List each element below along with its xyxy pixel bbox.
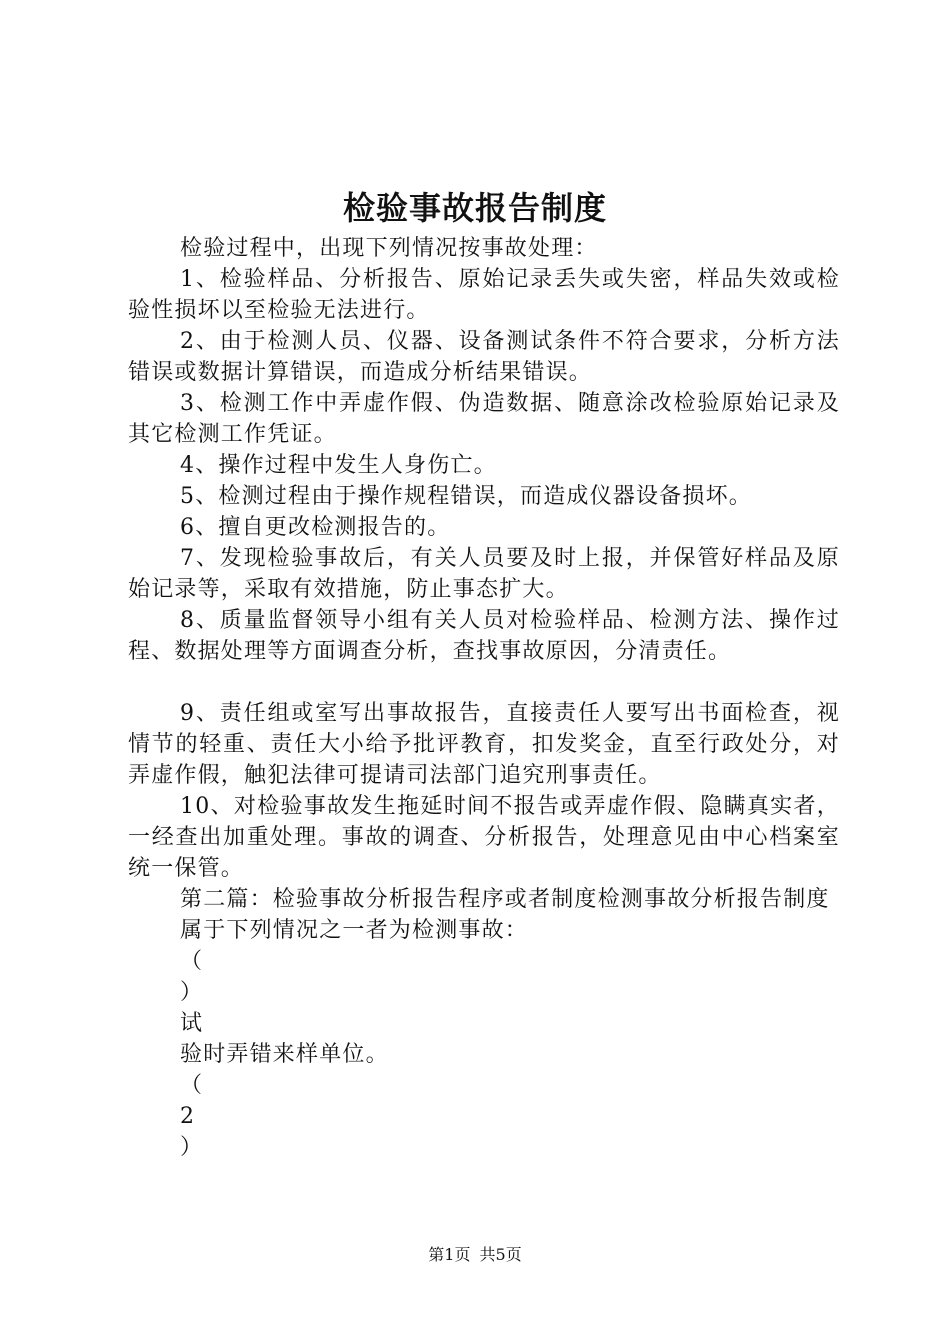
item-2-paragraph: 2、由于检测人员、仪器、设备测试条件不符合要求，分析方法错误或数据计算错误，而造成分析结果错误。 [128, 329, 840, 385]
document-body [128, 233, 840, 1163]
item-3-paragraph: 3、检测工作中弄虚作假、伪造数据、随意涂改检验原始记录及其它检测工作凭证。 [128, 391, 840, 447]
item-5-paragraph: 5、检测过程由于操作规程错误，而造成仪器设备损坏。 [180, 484, 752, 509]
item-8-paragraph: 8、质量监督领导小组有关人员对检验样品、检测方法、操作过程、数据处理等方面调查分析，查找事故原因，分清责任。 [128, 608, 840, 664]
section-2-heading: 第二篇：检验事故分析报告程序或者制度检测事故分析报告制度 [180, 887, 830, 912]
item-1-paragraph: 1、检验样品、分析报告、原始记录丢失或失密，样品失效或检验性损坏以至检验无法进行。 [128, 267, 840, 323]
list-fragment: （ [180, 949, 204, 974]
list-fragment: 验时弄错来样单位。 [180, 1042, 389, 1067]
item-4-paragraph: 4、操作过程中发生人身伤亡。 [180, 453, 497, 478]
paragraph-spacer [128, 667, 840, 698]
page-total: 共5页 [479, 1245, 522, 1264]
item-6-paragraph: 6、擅自更改检测报告的。 [180, 515, 451, 540]
list-fragment: 试 [180, 1011, 204, 1036]
page-number: 第1页 [428, 1245, 471, 1264]
intro-paragraph: 检验过程中，出现下列情况按事故处理： [180, 236, 598, 261]
item-7-paragraph: 7、发现检验事故后，有关人员要及时上报，并保管好样品及原始记录等，采取有效措施，防止事态扩大。 [128, 546, 840, 602]
item-10-paragraph: 10、对检验事故发生拖延时间不报告或弄虚作假、隐瞒真实者，一经查出加重处理。事故的调查、分析报告，处理意见由中心档案室统一保管。 [128, 794, 840, 881]
list-fragment: ） [180, 1135, 204, 1160]
item-9-paragraph: 9、责任组或室写出事故报告，直接责任人要写出书面检查，视情节的轻重、责任大小给予批评教育，扣发奖金，直至行政处分，对弄虚作假，触犯法律可提请司法部门追究刑事责任。 [128, 701, 840, 788]
section-2-intro: 属于下列情况之一者为检测事故： [180, 918, 529, 943]
page-title: 检验事故报告制度 [342, 189, 607, 227]
page-footer [0, 1243, 950, 1267]
list-fragment: ） [180, 980, 204, 1005]
list-fragment: （ [180, 1073, 204, 1098]
list-fragment: 2 [180, 1104, 196, 1129]
